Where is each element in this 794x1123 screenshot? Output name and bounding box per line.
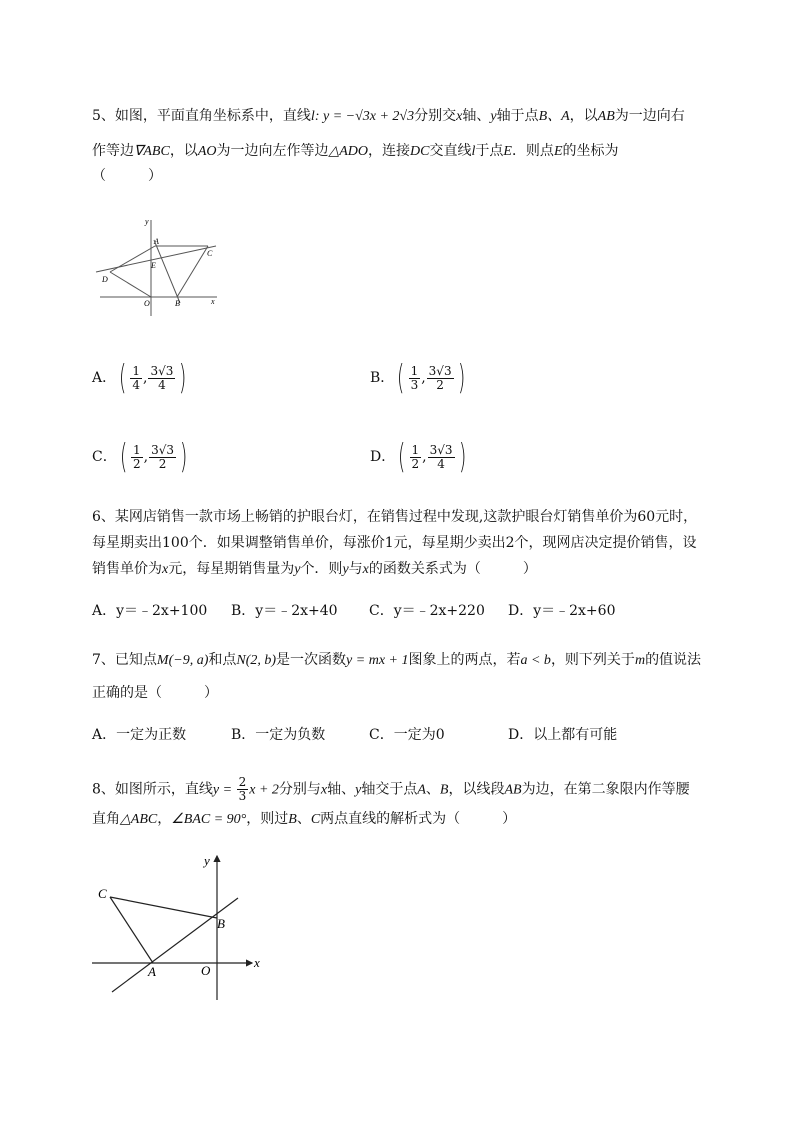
q8-line2: 直角△ABC，∠BAC = 90°，则过B、C两点直线的解析式为（ ） xyxy=(92,811,517,827)
q5-line-l xyxy=(154,240,180,303)
q5-label-a: A xyxy=(154,237,159,246)
q8-label-x: x xyxy=(254,955,260,970)
q5-option-b[interactable]: B．( $\frac{1}{3}$ , $\frac{3√3}{2}$ ) xyxy=(370,358,465,398)
q8-side-ca xyxy=(110,897,153,963)
q5-option-c[interactable]: C．( $\frac{1}{2}$ , $\frac{3√3}{2}$ ) xyxy=(92,437,188,477)
q6-option-b[interactable]: B．y＝﹣2x+40 xyxy=(231,603,338,619)
q5-option-a[interactable]: A．( $\frac{1}{4}$ , $\frac{3√3}{4}$ ) xyxy=(92,358,187,398)
q7-option-a[interactable]: A．一定为正数 xyxy=(92,727,187,743)
q5-label-b: B xyxy=(175,299,180,308)
q6-line2: 每星期卖出100个．如果调整销售单价，每涨价1元，每星期少卖出2个，现网店决定提价销售，设 xyxy=(92,535,697,551)
q8-label-o: O xyxy=(201,963,211,978)
q8-side-cb xyxy=(110,897,217,918)
q8-line-ab xyxy=(112,898,238,992)
q6-line3: 销售单价为x元，每星期销售量为y个．则y与x的函数关系式为（ ） xyxy=(92,561,537,577)
q5-label-c: C xyxy=(207,249,213,258)
q7-line1: 7、已知点M(−9, a)和点N(2, b)是一次函数y = mx + 1图象上的两点，若a < b，则下列关于m的值说法 xyxy=(92,652,702,668)
q5-line2: 作等边∇ABC，以AO为一边向左作等边△ADO，连接DC交直线l于点E．则点E的坐标为 xyxy=(92,143,619,159)
q5-line1: 5、如图，平面直角坐标系中，直线l: y = −√3x + 2√3分别交x轴、y轴于点B、A，以AB为一边向右 xyxy=(92,108,685,124)
q5-label-e: E xyxy=(151,261,156,270)
q8-label-y: y xyxy=(204,853,210,868)
q5-label-x: x xyxy=(211,297,215,306)
q7-option-b[interactable]: B．一定为负数 xyxy=(231,727,326,743)
q6-line1: 6、某网店销售一款市场上畅销的护眼台灯，在销售过程中发现,这款护眼台灯销售单价为60元时， xyxy=(92,509,698,525)
q5-figure xyxy=(92,212,222,320)
q5-side-da xyxy=(110,246,155,272)
q7-option-c[interactable]: C．一定为0 xyxy=(369,727,445,743)
q5-label-o: O xyxy=(144,299,150,308)
q5-label-d: D xyxy=(102,275,108,284)
q5-line-dc xyxy=(96,246,216,272)
q8-label-a: A xyxy=(148,964,156,979)
q8-label-b: B xyxy=(217,916,225,931)
q7-option-d[interactable]: D．以上都有可能 xyxy=(508,727,618,743)
q8-line1: 8、如图所示，直线y = $\frac{2}{3}$ x + 2分别与x轴、y轴交于点A、B，以线段AB为边，在第二象限内作等腰 xyxy=(92,775,690,803)
q7-line2: 正确的是（ ） xyxy=(92,685,218,701)
q5-blank: （ ） xyxy=(92,168,162,184)
q8-label-c: C xyxy=(98,886,107,901)
q6-option-d[interactable]: D．y＝﹣2x+60 xyxy=(508,603,616,619)
q6-option-c[interactable]: C．y＝﹣2x+220 xyxy=(369,603,485,619)
q5-label-y: y xyxy=(145,217,149,226)
q5-option-d[interactable]: D．( $\frac{1}{2}$ , $\frac{3√3}{4}$ ) xyxy=(370,437,466,477)
q5-side-do xyxy=(110,272,151,297)
q8-figure xyxy=(90,850,270,1005)
q6-option-a[interactable]: A．y＝﹣2x+100 xyxy=(92,603,208,619)
